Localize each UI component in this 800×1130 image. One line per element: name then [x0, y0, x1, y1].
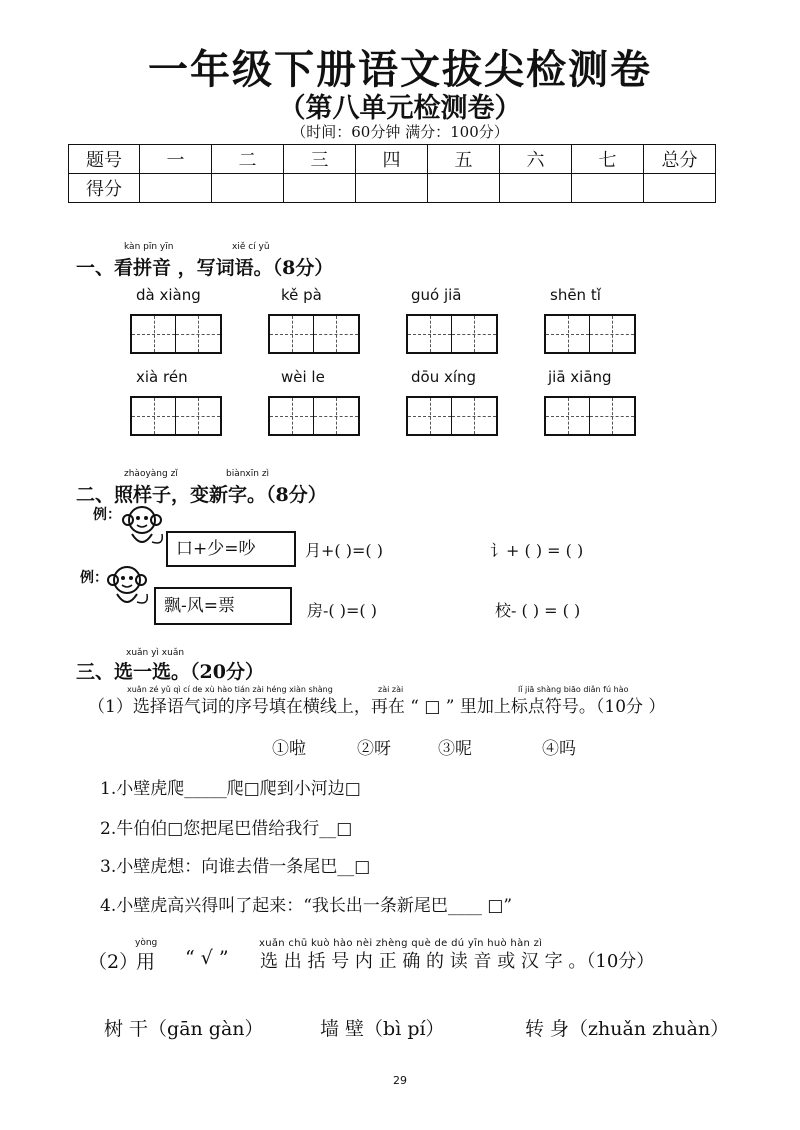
fill-question[interactable]: 校- ( ) = ( ) [495, 601, 581, 620]
part2-text-c: 选 出 括 号 内 正 确 的 读 音 或 汉 字 。（10分） [260, 951, 655, 972]
score-cell: 六 [500, 145, 572, 174]
time-info: （时间：60分钟 满分：100分） [291, 123, 509, 141]
option: ④吗 [542, 739, 576, 759]
section1-heading: 一、看拼音 ，写词语。（8分） [76, 257, 334, 279]
score-table-score-row [69, 174, 716, 203]
example-box: 飘-风=票 [154, 587, 292, 625]
pinyin-word: xià rén [136, 368, 188, 386]
section3-pinyin: xuǎn yì xuǎn [126, 648, 185, 658]
score-cell: 五 [428, 145, 500, 174]
part2-pinyin-a: yòng [135, 938, 158, 948]
part2-text-b: “ √ ” [185, 947, 229, 969]
part1-instruction: （1）选择语气词的序号填在横线上，再在 “ □ ” 里加上标点符号。（10分 ） [88, 697, 666, 717]
part2-pinyin-b: xuǎn chū kuò hào nèi zhèng què de dú yīn huò hàn zì [259, 938, 543, 949]
score-cell: 题号 [69, 145, 140, 174]
section2-heading: 二、照样子，变新字。（8分） [76, 484, 327, 506]
part1-pinyin-c: lǐ jiā shàng biāo diǎn fú hào [518, 685, 629, 694]
score-table [68, 144, 716, 203]
score-input-cell[interactable] [500, 174, 572, 203]
score-row-label: 得分 [69, 174, 140, 203]
monkey-icon [118, 504, 168, 552]
score-cell: 四 [356, 145, 428, 174]
score-input-cell[interactable] [140, 174, 212, 203]
page-title: 一年级下册语文拔尖检测卷 [148, 46, 652, 93]
writing-grid[interactable] [268, 396, 360, 436]
score-input-cell[interactable] [356, 174, 428, 203]
page-number: 29 [393, 1074, 407, 1087]
example-box: 口+少=吵 [166, 531, 296, 567]
writing-grid[interactable] [406, 314, 498, 354]
page-subtitle: （第八单元检测卷） [278, 93, 522, 124]
pinyin-word: dōu xíng [411, 368, 477, 386]
section2-pinyin-b: biànxīn zì [226, 469, 270, 479]
writing-grid[interactable] [130, 396, 222, 436]
part2-text-a: 用 [136, 951, 156, 973]
fill-question[interactable]: 月+( )=( ) [305, 541, 383, 560]
choice-item[interactable]: 墙 壁（bì pí） [320, 1018, 445, 1040]
section2-pinyin-a: zhàoyàng zǐ [124, 469, 178, 479]
section1-pinyin-b: xiě cí yǔ [232, 242, 270, 252]
pinyin-word: dà xiàng [136, 286, 201, 304]
score-cell: 一 [140, 145, 212, 174]
question-item[interactable]: 1.小壁虎爬_____爬□爬到小河边□ [100, 779, 361, 799]
score-input-cell[interactable] [572, 174, 644, 203]
monkey-icon [103, 564, 153, 612]
part1-pinyin-b: zài zài [378, 685, 404, 694]
option: ③呢 [438, 739, 472, 759]
pinyin-word: guó jiā [411, 286, 462, 304]
choice-item[interactable]: 转 身（zhuǎn zhuàn） [525, 1018, 730, 1040]
score-cell: 总分 [644, 145, 716, 174]
part1-pinyin-a: xuǎn zé yǔ qì cí de xù hào tián zài héng xiàn shàng [127, 685, 333, 694]
score-cell: 七 [572, 145, 644, 174]
option: ①啦 [272, 739, 306, 759]
part2-label: （2） [88, 951, 139, 973]
section1-pinyin-a: kàn pīn yīn [124, 242, 174, 252]
writing-grid[interactable] [544, 396, 636, 436]
score-input-cell[interactable] [428, 174, 500, 203]
fill-question[interactable]: 讠+ ( ) = ( ) [490, 541, 584, 560]
writing-grid[interactable] [130, 314, 222, 354]
question-item[interactable]: 2.牛伯伯□您把尾巴借给我行__□ [100, 819, 353, 839]
fill-question[interactable]: 房-( )=( ) [307, 601, 377, 620]
score-table-header-row [69, 145, 716, 174]
question-item[interactable]: 4.小壁虎高兴得叫了起来：“我长出一条新尾巴____ □” [100, 896, 513, 916]
score-cell: 三 [284, 145, 356, 174]
question-item[interactable]: 3.小壁虎想：向谁去借一条尾巴__□ [100, 857, 371, 877]
score-cell: 二 [212, 145, 284, 174]
writing-grid[interactable] [268, 314, 360, 354]
option: ②呀 [357, 739, 391, 759]
pinyin-word: wèi le [281, 368, 325, 386]
writing-grid[interactable] [406, 396, 498, 436]
score-input-cell[interactable] [644, 174, 716, 203]
writing-grid[interactable] [544, 314, 636, 354]
score-input-cell[interactable] [212, 174, 284, 203]
score-input-cell[interactable] [284, 174, 356, 203]
example-label: 例： [93, 507, 121, 523]
pinyin-word: jiā xiāng [548, 368, 612, 386]
pinyin-word: kě pà [281, 286, 322, 304]
pinyin-word: shēn tǐ [550, 286, 601, 304]
section3-heading: 三、选一选。（20分） [76, 661, 264, 683]
choice-item[interactable]: 树 干（gān gàn） [104, 1018, 264, 1040]
example-label: 例： [80, 570, 108, 586]
